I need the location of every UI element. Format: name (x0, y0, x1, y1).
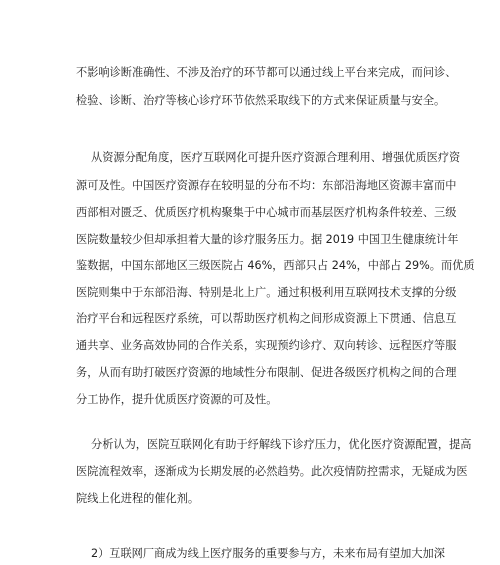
paragraph-3-line-1: 分析认为，医院互联网化有助于纾解线下诊疗压力，优化医疗资源配置，提高 (91, 438, 472, 451)
paragraph-2-line-8: 通共享、业务高效协同的合作关系，实现预约诊疗、双向转诊、远程医疗等服 (76, 339, 457, 352)
paragraph-2-line-10: 分工协作，提升优质医疗资源的可及性。 (76, 393, 278, 406)
paragraph-2-line-3: 西部相对匮乏、优质医疗机构聚集于中心城市而基层医疗机构条件较差、三级 (76, 206, 457, 219)
paragraph-2-line-2: 源可及性。中国医疗资源存在较明显的分布不均：东部沿海地区资源丰富而中 (76, 179, 457, 192)
paragraph-3-line-2: 医院流程效率，逐渐成为长期发展的必然趋势。此次疫情防控需求，无疑成为医 (76, 465, 468, 478)
paragraph-2-line-5: 鉴数据，中国东部地区三级医院占 46%，西部只占 24%，中部占 29%。而优质 (76, 259, 475, 272)
paragraph-1-line-1: 不影响诊断准确性、不涉及治疗的环节都可以通过线上平台来完成，而问诊、 (76, 66, 457, 79)
paragraph-3-line-3: 院线上化进程的催化剂。 (76, 492, 200, 505)
paragraph-1-line-2: 检验、诊断、治疗等核心诊疗环节依然采取线下的方式来保证质量与安全。 (76, 94, 446, 107)
paragraph-2-line-4: 医院数量较少但却承担着大量的诊疗服务压力。据 2019 中国卫生健康统计年 (76, 233, 459, 246)
paragraph-4-line-1: 2）互联网厂商成为线上医疗服务的重要参与方，未来布局有望加大加深 (91, 547, 445, 560)
paragraph-2-line-6: 医院则集中于东部沿海、特别是北上广。通过积极利用互联网技术支撑的分级 (76, 286, 457, 299)
paragraph-2-line-7: 治疗平台和远程医疗系统，可以帮助医疗机构之间形成资源上下贯通、信息互 (76, 312, 457, 325)
paragraph-2-line-9: 务，从而有助打破医疗资源的地域性分布限制、促进各级医疗机构之间的合理 (76, 366, 457, 379)
paragraph-2-line-1: 从资源分配角度，医疗互联网化可提升医疗资源合理利用、增强优质医疗资 (91, 151, 461, 164)
